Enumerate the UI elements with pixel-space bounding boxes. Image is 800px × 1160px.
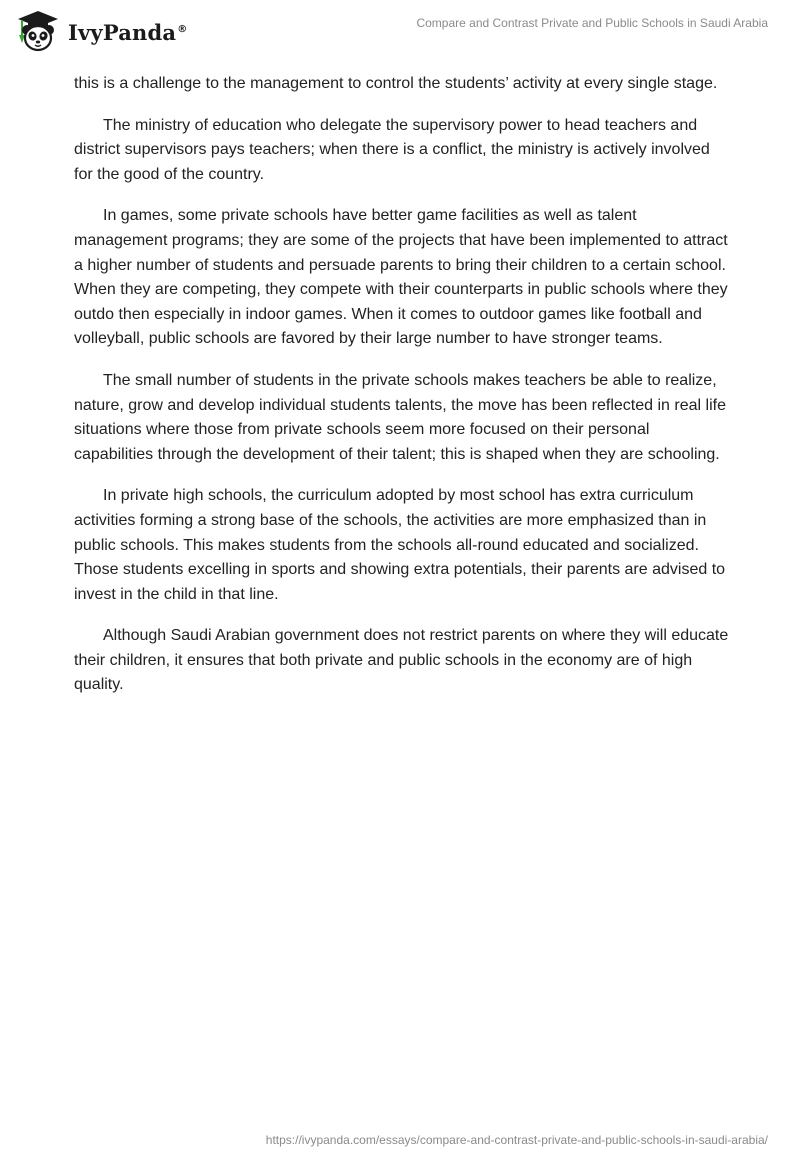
brand-name: IvyPanda® [68,19,188,45]
page-header [0,0,800,70]
panda-graduate-icon [14,9,62,53]
paragraph: The small number of students in the private schools makes teachers be able to realize, nature, grow and develop individual students talents, the move has been reflected in real life situations where those from private schools seem more focused on their personal capabilities through the development of their talent; this is shaped when they are schooling. [74,371,726,463]
registered-mark: ® [177,23,188,35]
paragraph: Although Saudi Arabian government does not restrict parents on where they will educate their children, it ensures that both private and public schools in the economy are of high quality. [74,627,729,694]
paragraph: The ministry of education who delegate the supervisory power to head teachers and district supervisors pays teachers; when there is a conflict, the ministry is actively involved for the good of the country. [74,116,710,183]
source-url[interactable]: https://ivypanda.com/essays/compare-and-contrast-private-and-public-schools-in-saudi-arabia/ [265,1133,768,1147]
essay-body [74,72,730,715]
ivypanda-logo[interactable] [14,9,187,53]
paragraph-continuation: this is a challenge to the management to control the students’ activity at every single stage. [74,75,718,92]
document-title: Compare and Contrast Private and Public Schools in Saudi Arabia [416,16,768,30]
paragraph: In games, some private schools have better game facilities as well as talent management programs; they are some of the projects that have been implemented to attract a higher number of students and persuade parents to bring their children to a certain school. When they are competing, they compete with their counterparts in public schools where they outdo then especially in indoor games. When it comes to outdoor games like football and volleyball, public schools are favored by their large number to have stronger teams. [74,207,728,348]
paragraph: In private high schools, the curriculum adopted by most school has extra curriculum activities forming a strong base of the schools, the activities are more emphasized than in public schools. This makes students from the schools all-round educated and socialized. Those students excelling in sports and showing extra potentials, their parents are advised to invest in the child in that line. [74,487,726,603]
